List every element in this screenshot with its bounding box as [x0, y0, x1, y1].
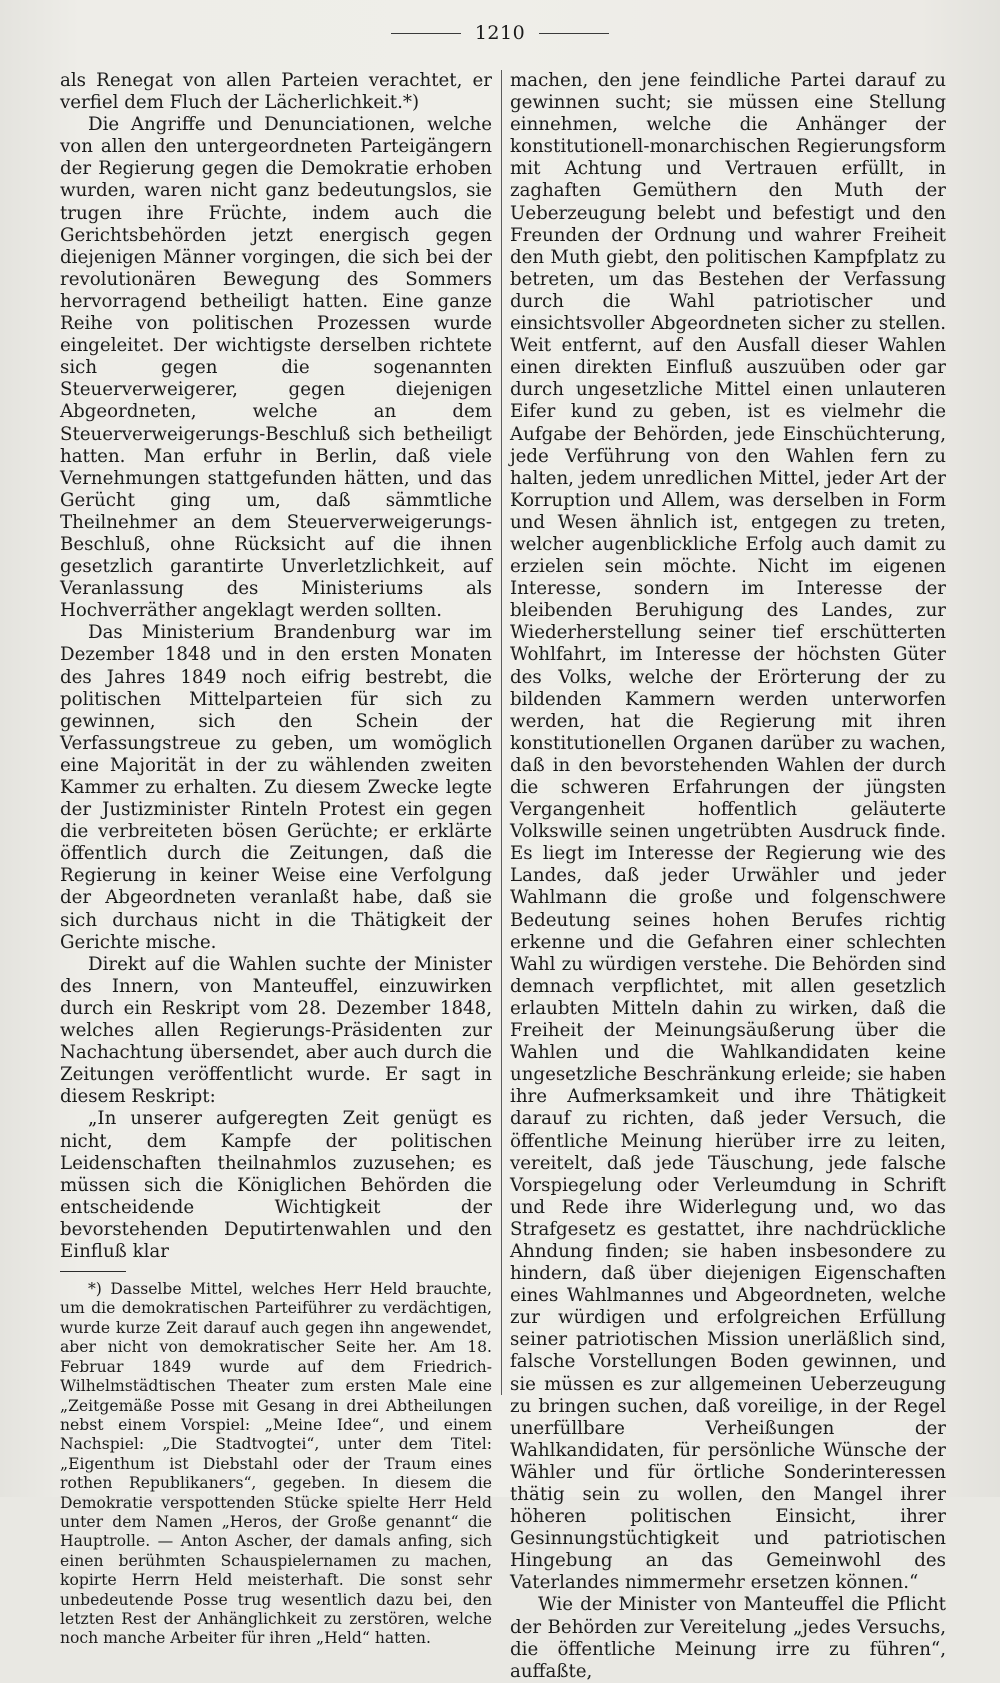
page-number: 1210 — [474, 22, 526, 44]
paragraph-right-2: Wie der Minister von Manteuffel die Pflicht der Behörden zur Vereitelung „jedes Versuchs, die öffentliche Meinung irre zu führen“, auffaßte, — [510, 1594, 946, 1682]
paragraph-left-2: Die Angriffe und Denunciationen, welche von allen den untergeordneten Parteigängern der Regierung gegen die Demokratie erhoben wurden, waren nicht ganz bedeutungslos, sie trugen ihre Früchte, indem auch die Gerichtsbehörden jetzt energisch gegen diejenigen Männer vorgingen, die sich bei der revolutionären Bewegung des Sommers hervorragend betheiligt hatten. Eine ganze Reihe von politischen Prozessen wurde eingeleitet. Der wichtigste derselben richtete sich gegen die sogenannten Steuerverweigerer, gegen diejenigen Abgeordneten, welche an dem Steuerverweigerungs-Beschluß sich betheiligt hatten. Man erfuhr in Berlin, daß viele Vernehmungen stattgefunden hätten, und das Gerücht ging um, daß sämmtliche Theilnehmer an dem Steuerverweigerungs-Beschluß, ohne Rücksicht auf die ihnen gesetzlich garantirte Unverletzlichkeit, auf Veranlassung des Ministeriums als Hochverräther angeklagt werden sollten. — [60, 114, 492, 622]
header-rule-right — [539, 33, 609, 34]
right-column — [510, 70, 946, 1683]
paragraph-left-5-quote: „In unserer aufgeregten Zeit genügt es nicht, dem Kampfe der politischen Leidenschaften theilnahmlos zuzusehen; es müssen sich die Königlichen Behörden die entscheidende Wichtigkeit der bevorstehenden Deputirtenwahlen und den Einfluß klar — [60, 1108, 492, 1262]
paragraph-right-1: machen, den jene feindliche Partei darauf zu gewinnen sucht; sie müssen eine Stellung einnehmen, welche die Anhänger der konstitutionell-monarchischen Regierungsform mit Achtung und Vertrauen erfüllt, in zaghaften Gemüthern den Muth der Ueberzeugung belebt und befestigt und den Freunden der Ordnung und wahrer Freiheit den Muth giebt, den politischen Kampfplatz zu betreten, um das Bestehen der Verfassung durch die Wahl patriotischer und einsichtsvoller Abgeordneten sicher zu stellen. Weit entfernt, auf den Ausfall dieser Wahlen einen direkten Einfluß auszuüben oder gar durch ungesetzliche Mittel einen unlauteren Eifer kund zu geben, ist es vielmehr die Aufgabe der Behörden, jede Einschüchterung, jede Verführung von den Wahlen fern zu halten, jedem unredlichen Mittel, jeder Art der Korruption und Allem, was derselben in Form und Wesen ähnlich ist, entgegen zu treten, welcher augenblickliche Erfolg auch damit zu erzielen sein möchte. Nicht im eigenen Interesse, sondern im Interesse der bleibenden Beruhigung des Landes, zur Wiederherstellung seiner tief erschütterten Wohlfahrt, im Interesse der höchsten Güter des Volks, welche der Erörterung der zu bildenden Kammern werden unterworfen werden, hat die Regierung mit ihren konstitutionellen Organen darüber zu wachen, daß in den bevorstehenden Wahlen der durch die schweren Erfahrungen der jüngsten Vergangenheit hoffentlich geläuterte Volkswille seinen ungetrübten Ausdruck finde. Es liegt im Interesse der Regierung wie des Landes, daß jeder Urwähler und jeder Wahlmann die große und folgenschwere Bedeutung seines hohen Berufes richtig erkenne und die Gefahren einer schlechten Wahl zu würdigen verstehe. Die Behörden sind demnach verpflichtet, mit allen gesetzlich erlaubten Mitteln dahin zu wirken, daß die Freiheit der Meinungsäußerung über die Wahlen und die Wahlkandidaten keine ungesetzliche Beschränkung erleide; sie haben ihre Aufmerksamkeit und ihre Thätigkeit darauf zu richten, daß jeder Versuch, die öffentliche Meinung hierüber irre zu leiten, vereitelt, daß jede Täuschung, jede falsche Vorspiegelung oder Verleumdung in Schrift und Rede ihre Widerlegung und, wo das Strafgesetz es gestattet, ihre nachdrückliche Ahndung finden; sie haben insbesondere zu hindern, daß über diejenigen Eigenschaften eines Wahlmannes und Abgeordneten, welche zur würdigen und erfolgreichen Erfüllung seiner patriotischen Mission unerläßlich sind, falsche Vorstellungen Boden gewinnen, und sie müssen es zur allgemeinen Ueberzeugung zu bringen suchen, daß voreilige, in der Regel unerfüllbare Verheißungen der Wahlkandidaten, für persönliche Wünsche der Wähler und für örtliche Sonderinteressen thätig sein zu wollen, den Mangel ihrer höheren politischen Einsicht, ihrer Gesinnungstüchtigkeit und patriotischen Hingebung an das Gemeinwohl des Vaterlandes nimmermehr ersetzen können.“ — [510, 70, 946, 1594]
paragraph-left-3: Das Ministerium Brandenburg war im Dezember 1848 und in den ersten Monaten des Jahres 1849 noch eifrig bestrebt, die politischen Mittelparteien für sich zu gewinnen, sich den Schein der Verfassungstreue zu geben, um womöglich eine Majorität in der zu wählenden zweiten Kammer zu erhalten. Zu diesem Zwecke legte der Justizminister Rinteln Protest ein gegen die verbreiteten bösen Gerüchte; er erklärte öffentlich durch die Zeitungen, daß die Regierung in keiner Weise eine Verfolgung der Abgeordneten veranlaßt habe, daß sie sich durchaus nicht in die Thätigkeit der Gerichte mische. — [60, 622, 492, 953]
paragraph-left-4: Direkt auf die Wahlen suchte der Minister des Innern, von Manteuffel, einzuwirken durch ein Reskript vom 28. Dezember 1848, welches allen Regierungs-Präsidenten zur Nachachtung übersendet, aber auch durch die Zeitungen veröffentlicht wurde. Er sagt in diesem Reskript: — [60, 953, 492, 1108]
left-column — [60, 70, 492, 1649]
footnote-text: *) Dasselbe Mittel, welches Herr Held brauchte, um die demokratischen Parteiführer zu verdächtigen, wurde kurze Zeit darauf auch gegen ihn angewendet, aber nicht von demokratischer Seite her. Am 18. Februar 1849 wurde auf dem Friedrich-Wilhelmstädtischen Theater zum ersten Male eine „Zeitgemäße Posse mit Gesang in drei Abtheilungen nebst einem Vorspiel: „Meine Idee“, und einem Nachspiel: „Die Stadtvogtei“, unter dem Titel: „Eigenthum ist Diebstahl oder der Traum eines rothen Republikaners“, gegeben. In diesem die Demokratie verspottenden Stücke spielte Herr Held unter dem Namen „Heros, der Große genannt“ die Hauptrolle. — Anton Ascher, der damals anfing, sich einen berühmten Schauspielernamen zu machen, kopirte Herrn Held meisterhaft. Die sonst sehr unbedeutende Posse trug wesentlich dazu bei, den letzten Rest der Anhänglichkeit zu zerstören, welche noch manche Arbeiter für ihren „Held“ hatten. — [60, 1280, 492, 1648]
page-header — [0, 22, 1000, 44]
paragraph-left-1: als Renegat von allen Parteien verachtet, er verfiel dem Fluch der Lächerlichkeit.*) — [60, 70, 492, 114]
footnote-rule — [60, 1271, 126, 1272]
column-divider — [501, 70, 502, 1395]
footnote — [60, 1280, 492, 1649]
header-rule-left — [391, 33, 461, 34]
